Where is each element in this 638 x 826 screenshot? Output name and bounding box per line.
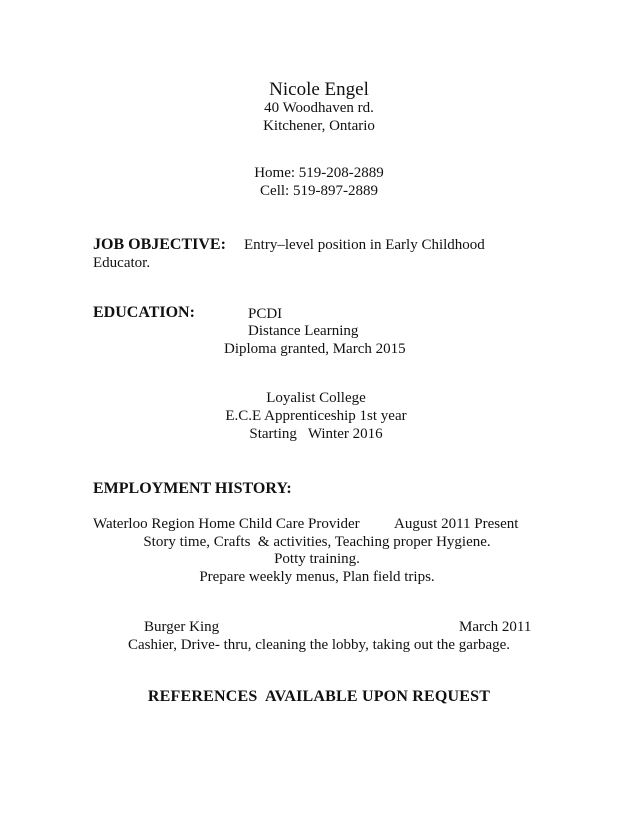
education-program: Distance Learning bbox=[248, 323, 359, 339]
job-dates: March 2011 bbox=[459, 619, 532, 635]
job-employer: Burger King bbox=[144, 619, 220, 635]
education-detail: Starting Winter 2016 bbox=[249, 426, 383, 442]
references-note: REFERENCES AVAILABLE UPON REQUEST bbox=[147, 688, 491, 705]
job-duty: Cashier, Drive- thru, cleaning the lobby, taking out the garbage. bbox=[127, 637, 511, 653]
cell-phone: Cell: 519-897-2889 bbox=[260, 183, 378, 199]
education-school: Loyalist College bbox=[266, 390, 366, 406]
education-heading: EDUCATION: bbox=[93, 304, 195, 321]
applicant-name: Nicole Engel bbox=[269, 79, 369, 100]
objective-text: Entry–level position in Early Childhood bbox=[244, 237, 485, 253]
job-dates: August 2011 Present bbox=[394, 516, 519, 532]
education-detail: Diploma granted, March 2015 bbox=[224, 341, 406, 357]
objective-heading: JOB OBJECTIVE: bbox=[93, 236, 226, 253]
address-line-1: 40 Woodhaven rd. bbox=[264, 100, 374, 116]
job-duty: Story time, Crafts & activities, Teaching proper Hygiene. bbox=[143, 534, 491, 550]
job-duty: Potty training. bbox=[274, 551, 360, 567]
objective-text-continued: Educator. bbox=[93, 255, 151, 271]
job-employer: Waterloo Region Home Child Care Provider bbox=[93, 516, 360, 532]
home-phone: Home: 519-208-2889 bbox=[254, 165, 384, 181]
employment-heading: EMPLOYMENT HISTORY: bbox=[93, 480, 292, 497]
address-line-2: Kitchener, Ontario bbox=[263, 118, 375, 134]
job-duty: Prepare weekly menus, Plan field trips. bbox=[199, 569, 435, 585]
education-school: PCDI bbox=[248, 306, 283, 322]
education-program: E.C.E Apprenticeship 1st year bbox=[225, 408, 407, 424]
